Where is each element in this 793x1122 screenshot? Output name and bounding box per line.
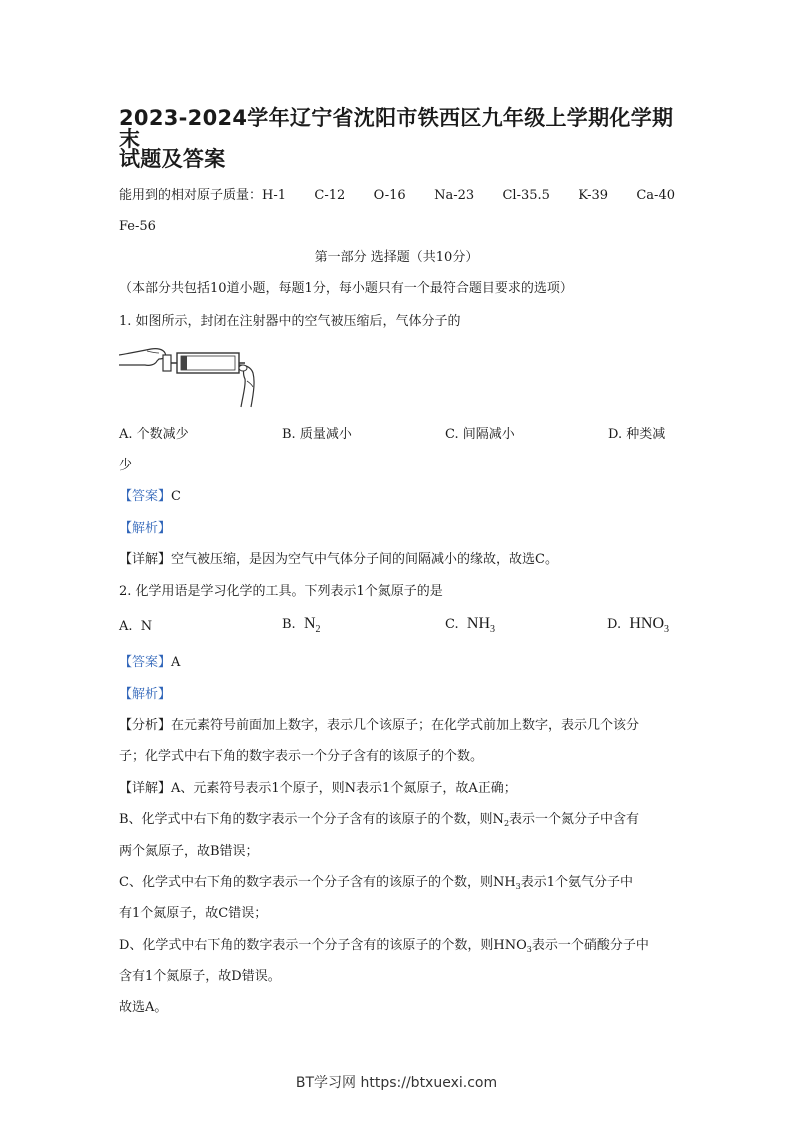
detail-tag: 【详解】 (119, 781, 172, 796)
q2-option-b (282, 616, 321, 635)
answer-tag: 【答案】 (119, 489, 172, 504)
detail-d-line1: D、化学式中右下角的数字表示一个分子含有的该原子的个数，则$HNO_3$表示一个硝酸分子中 (119, 938, 649, 954)
atomic-mass-wrap: Fe-56 (119, 219, 156, 234)
q2-option-a (119, 620, 152, 633)
question-1-answer (119, 490, 181, 503)
detail-c-line1: C、化学式中右下角的数字表示一个分子含有的该原子的个数，则$NH_3$表示1个氨气分子中 (119, 875, 634, 891)
atomic-mass-item: K-39 (578, 188, 608, 203)
question-1-analysis-tag: 【解析】 (119, 521, 172, 536)
section-note: （本部分共包括10道小题，每题1分，每小题只有一个最符合题目要求的选项） (119, 281, 573, 296)
atomic-mass-item: Ca-40 (636, 188, 675, 203)
detail-a (119, 782, 517, 795)
answer-tag: 【答案】 (119, 655, 172, 670)
atomic-mass-item: Cl-35.5 (502, 188, 550, 203)
option-c: C. 间隔减小 (445, 427, 515, 442)
detail-tag: 【详解】 (119, 552, 172, 567)
document-title-line1: 2023-2024学年辽宁省沈阳市铁西区九年级上学期化学期末 (119, 106, 674, 151)
option-d-wrap: 少 (119, 458, 133, 473)
question-2-answer (119, 656, 180, 669)
atomic-mass-line (119, 189, 675, 202)
q2-option-c (445, 616, 495, 635)
atomic-mass-item: O-16 (373, 188, 406, 203)
question-1-detail (119, 553, 558, 566)
detail-c-line2: 有1个氮原子，故C错误； (119, 906, 268, 921)
question-1-stem: 1. 如图所示，封闭在注射器中的空气被压缩后，气体分子的 (119, 314, 461, 329)
formula-nh3: $NH_3$ (466, 615, 495, 635)
option-a: A. 个数减少 (119, 427, 189, 442)
option-text: N (140, 619, 153, 634)
atomic-mass-item: Na-23 (434, 188, 475, 203)
fenxi-text: 在元素符号前面加上数字，表示几个该原子；在化学式前加上数字，表示几个该分 (171, 718, 640, 733)
conclusion: 故选A。 (119, 1000, 168, 1015)
detail-d-line2: 含有1个氮原子，故D错误。 (119, 969, 281, 984)
question-2-stem: 2. 化学用语是学习化学的工具。下列表示1个氮原子的是 (119, 584, 443, 599)
detail-text: A、元素符号表示1个原子，则N表示1个氮原子，故A正确； (171, 781, 517, 796)
atomic-mass-item: C-12 (314, 188, 346, 203)
section-heading: 第一部分 选择题（共10分） (314, 250, 479, 265)
fenxi-line2: 子；化学式中右下角的数字表示一个分子含有的该原子的个数。 (119, 749, 484, 764)
syringe-illustration (119, 341, 261, 409)
answer-value: C (171, 489, 181, 504)
option-letter: D. (607, 617, 622, 632)
question-1-options (119, 428, 675, 441)
option-d: D. 种类减 (608, 427, 666, 442)
formula-n2: $N_2$ (303, 615, 321, 635)
fenxi-tag: 【分析】 (119, 718, 172, 733)
detail-b-line1: B、化学式中右下角的数字表示一个分子含有的该原子的个数，则$N_2$表示一个氮分子中含有 (119, 812, 640, 828)
answer-value: A (171, 655, 181, 670)
option-letter: C. (445, 617, 459, 632)
question-2-analysis-tag: 【解析】 (119, 687, 172, 702)
footer-watermark[interactable]: BT学习网 https://btxuexi.com (295, 1075, 498, 1091)
detail-b-line2: 两个氮原子，故B错误； (119, 844, 259, 859)
document-title-line2: 试题及答案 (119, 147, 226, 171)
option-b: B. 质量减小 (282, 427, 352, 442)
q2-option-d (607, 616, 669, 635)
formula-hno3: $HNO_3$ (629, 615, 670, 635)
option-letter: A. (119, 619, 133, 634)
option-letter: B. (282, 617, 296, 632)
fenxi-line1 (119, 719, 639, 732)
atomic-mass-label: 能用到的相对原子质量：H-1 (119, 188, 287, 203)
detail-text: 空气被压缩，是因为空气中气体分子间的间隔减小的缘故，故选C。 (171, 552, 558, 567)
